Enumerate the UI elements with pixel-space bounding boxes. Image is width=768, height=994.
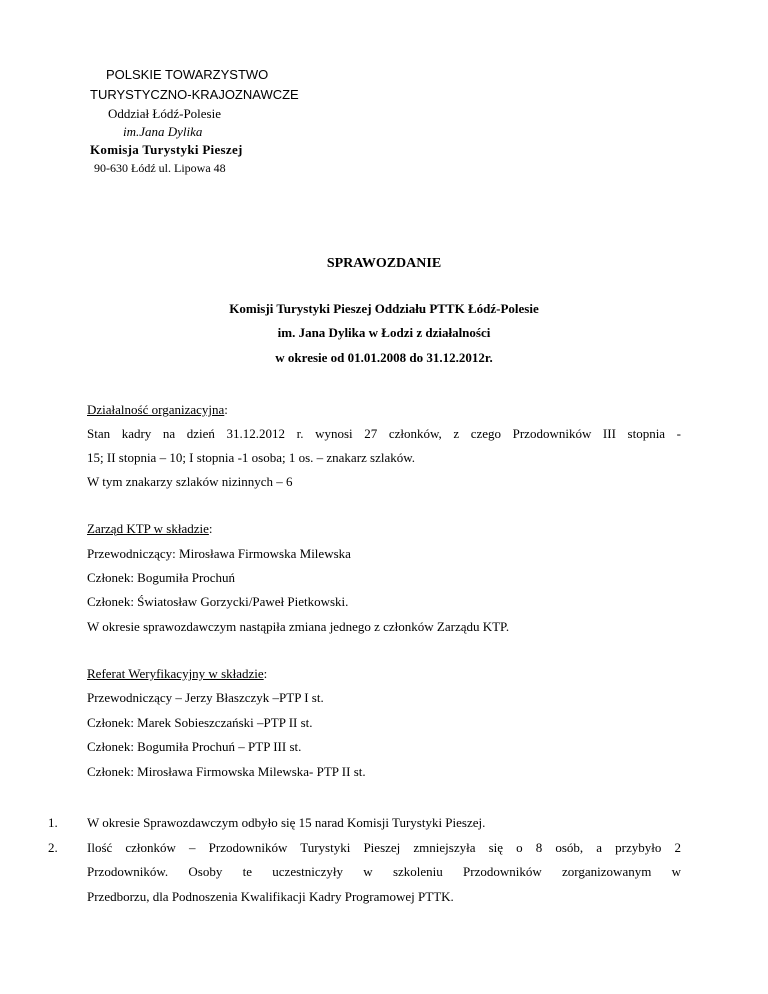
organization-line-3: W tym znakarzy szlaków nizinnych – 6 bbox=[87, 474, 293, 489]
list-item-1: W okresie Sprawozdawczym odbyło się 15 narad Komisji Turystyki Pieszej. bbox=[87, 815, 486, 830]
verification-heading-text: Referat Weryfikacyjny w składzie bbox=[87, 666, 264, 681]
org-name-line2: TURYSTYCZNO-KRAJOZNAWCZE bbox=[90, 87, 299, 102]
organization-heading bbox=[87, 402, 228, 418]
report-title: SPRAWOZDANIE bbox=[326, 256, 442, 271]
board-heading-colon: : bbox=[208, 521, 213, 536]
list-item-2-line-1: Ilość członków – Przodowników Turystyki Pieszej zmniejszyła się o 8 osób, a przybyło 2 bbox=[87, 840, 681, 855]
board-heading-text: Zarząd KTP w składzie bbox=[87, 521, 209, 536]
branch-name: Oddział Łódź-Polesie bbox=[108, 106, 221, 121]
list-item-2-line-2: Przodowników. Osoby te uczestniczyły w szkoleniu Przodowników zorganizowanym w bbox=[87, 864, 681, 879]
verification-heading-colon: : bbox=[263, 666, 268, 681]
list-item-1-number: 1. bbox=[48, 815, 58, 830]
commission-name: Komisja Turystyki Pieszej bbox=[90, 142, 243, 157]
patron-name: im.Jana Dylika bbox=[123, 124, 203, 139]
organization-heading-colon: : bbox=[224, 402, 228, 417]
board-heading bbox=[87, 521, 213, 537]
org-name-line1: POLSKIE TOWARZYSTWO bbox=[106, 67, 269, 82]
organization-heading-text: Działalność organizacyjna bbox=[87, 402, 225, 417]
list-item-2-line-3: Przedborzu, dla Podnoszenia Kwalifikacji Kadry Programowej PTTK. bbox=[87, 889, 454, 904]
report-subtitle-3: w okresie od 01.01.2008 do 31.12.2012r. bbox=[275, 350, 493, 365]
board-note: W okresie sprawozdawczym nastąpiła zmiana jednego z członków Zarządu KTP. bbox=[87, 619, 510, 634]
verification-member-3: Członek: Bogumiła Prochuń – PTP III st. bbox=[87, 739, 302, 754]
report-subtitle-1: Komisji Turystyki Pieszej Oddziału PTTK Łódź-Polesie bbox=[229, 301, 539, 316]
verification-heading bbox=[87, 666, 267, 682]
list-item-2-number: 2. bbox=[48, 840, 58, 855]
address: 90-630 Łódź ul. Lipowa 48 bbox=[94, 161, 226, 175]
verification-member-4: Członek: Mirosława Firmowska Milewska- PTP II st. bbox=[87, 764, 366, 779]
verification-member-2: Członek: Marek Sobieszczański –PTP II st. bbox=[87, 715, 313, 730]
report-subtitle-2: im. Jana Dylika w Łodzi z działalności bbox=[277, 325, 491, 340]
board-member-1: Przewodniczący: Mirosława Firmowska Milewska bbox=[87, 546, 351, 561]
organization-line-1: Stan kadry na dzień 31.12.2012 r. wynosi 27 członków, z czego Przodowników III stopnia - bbox=[87, 426, 681, 441]
board-member-3: Członek: Światosław Gorzycki/Paweł Pietkowski. bbox=[87, 594, 349, 609]
organization-line-2: 15; II stopnia – 10; I stopnia -1 osoba; 1 os. – znakarz szlaków. bbox=[87, 450, 416, 465]
verification-member-1: Przewodniczący – Jerzy Błaszczyk –PTP I st. bbox=[87, 690, 324, 705]
board-member-2: Członek: Bogumiła Prochuń bbox=[87, 570, 236, 585]
